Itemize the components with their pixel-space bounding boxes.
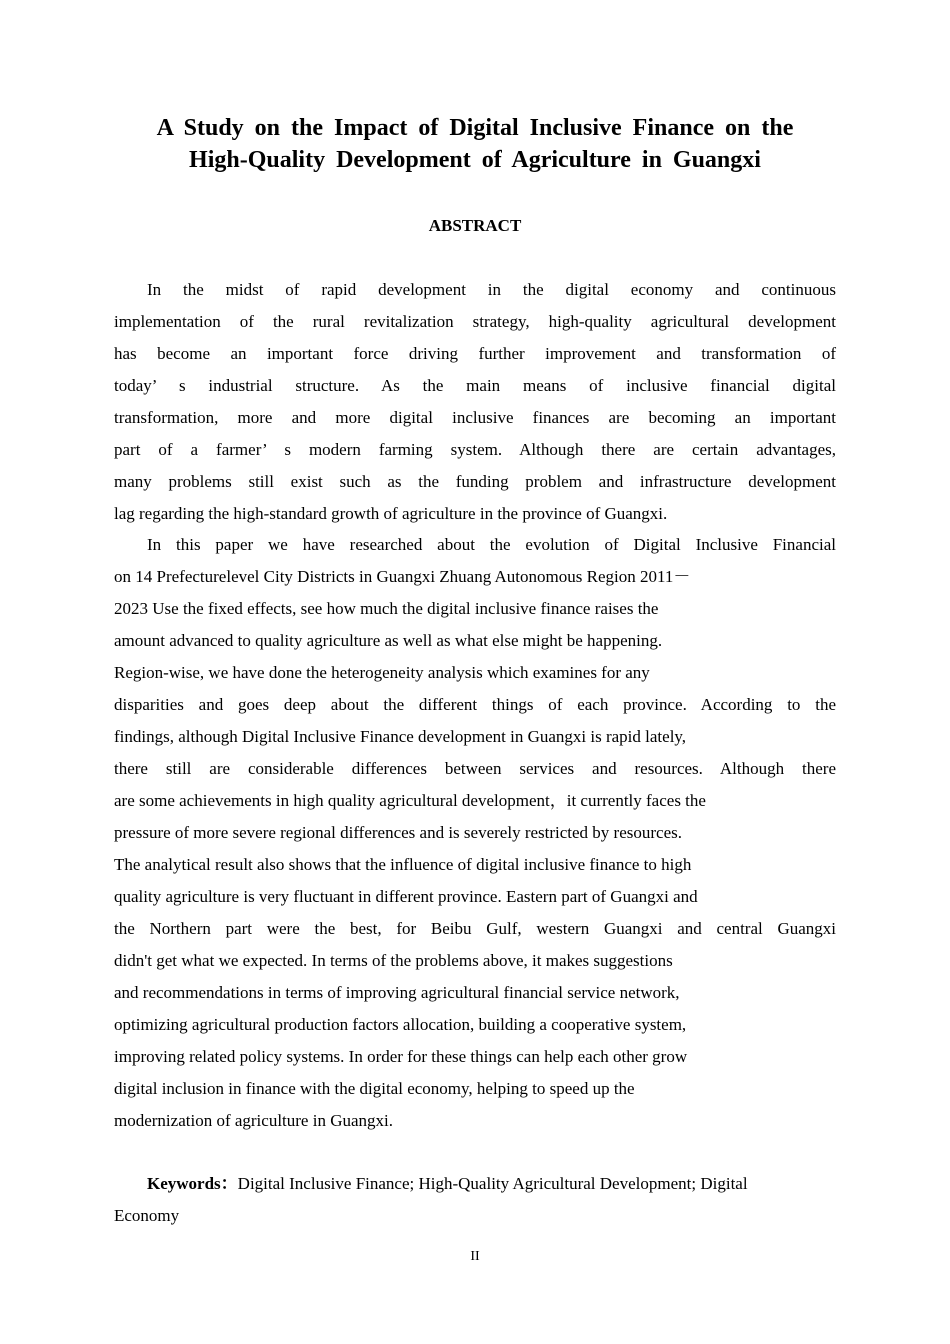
paragraph-line: and recommendations in terms of improving agricultural financial service network, xyxy=(114,983,680,1002)
keywords-section xyxy=(114,1168,836,1232)
paragraph-line: today’ s industrial structure. As the main means of inclusive financial digital xyxy=(114,376,836,395)
paragraph-line: 2023 Use the fixed effects, see how much the digital inclusive finance raises the xyxy=(114,599,659,618)
paper-title xyxy=(114,112,836,176)
abstract-paragraph-1 xyxy=(114,274,836,530)
paragraph-line: transformation, more and more digital inclusive finances are becoming an important xyxy=(114,408,836,427)
paragraph-line: Region-wise, we have done the heterogeneity analysis which examines for any xyxy=(114,663,650,682)
paragraph-line: are some achievements in high quality agricultural development，it currently faces the xyxy=(114,791,706,810)
keywords-label: Keywords： xyxy=(147,1174,238,1193)
paragraph-line: improving related policy systems. In order for these things can help each other grow xyxy=(114,1047,688,1066)
paragraph-line: modernization of agriculture in Guangxi. xyxy=(114,1111,393,1130)
abstract-paragraph-2 xyxy=(114,529,836,1137)
abstract-heading: ABSTRACT xyxy=(428,216,522,235)
paragraph-line: quality agriculture is very fluctuant in different province. Eastern part of Guangxi and xyxy=(114,887,698,906)
paragraph-line: has become an important force driving further improvement and transformation of xyxy=(114,344,836,363)
paragraph-line: optimizing agricultural production factors allocation, building a cooperative system, xyxy=(114,1015,687,1034)
paragraph-line: In the midst of rapid development in the digital economy and continuous xyxy=(147,280,836,299)
paragraph-line: lag regarding the high-standard growth of agriculture in the province of Guangxi. xyxy=(114,504,668,523)
paragraph-line: the Northern part were the best, for Beibu Gulf, western Guangxi and central Guangxi xyxy=(114,919,836,938)
paragraph-line: In this paper we have researched about the evolution of Digital Inclusive Financial xyxy=(147,535,836,554)
title-line-2: High-Quality Development of Agriculture in Guangxi xyxy=(189,147,761,173)
keywords-line-2: Economy xyxy=(114,1206,180,1225)
paragraph-line: disparities and goes deep about the different things of each province. According to the xyxy=(114,695,836,714)
keywords-text: Digital Inclusive Finance; High-Quality Agricultural Development; Digital xyxy=(237,1174,748,1193)
paragraph-line: didn't get what we expected. In terms of the problems above, it makes suggestions xyxy=(114,951,673,970)
title-line-1: A Study on the Impact of Digital Inclusive Finance on the xyxy=(156,115,794,141)
paragraph-line: many problems still exist such as the funding problem and infrastructure development xyxy=(114,472,836,491)
page-number: II xyxy=(470,1249,480,1264)
paragraph-line: findings, although Digital Inclusive Finance development in Guangxi is rapid lately, xyxy=(114,727,687,746)
paragraph-line: amount advanced to quality agriculture as well as what else might be happening. xyxy=(114,631,663,650)
paragraph-line: implementation of the rural revitalization strategy, high-quality agricultural development xyxy=(114,312,836,331)
paragraph-line: on 14 Prefecturelevel City Districts in Guangxi Zhuang Autonomous Region 2011－ xyxy=(114,567,691,586)
paragraph-line: digital inclusion in finance with the digital economy, helping to speed up the xyxy=(114,1079,635,1098)
paragraph-line: pressure of more severe regional differences and is severely restricted by resources. xyxy=(114,823,682,842)
paragraph-line: part of a farmer’ s modern farming system. Although there are certain advantages, xyxy=(114,440,836,459)
keywords-line-1 xyxy=(114,1168,836,1200)
paragraph-line: there still are considerable differences between services and resources. Although there xyxy=(114,759,836,778)
paragraph-line: The analytical result also shows that the influence of digital inclusive finance to high xyxy=(114,855,692,874)
